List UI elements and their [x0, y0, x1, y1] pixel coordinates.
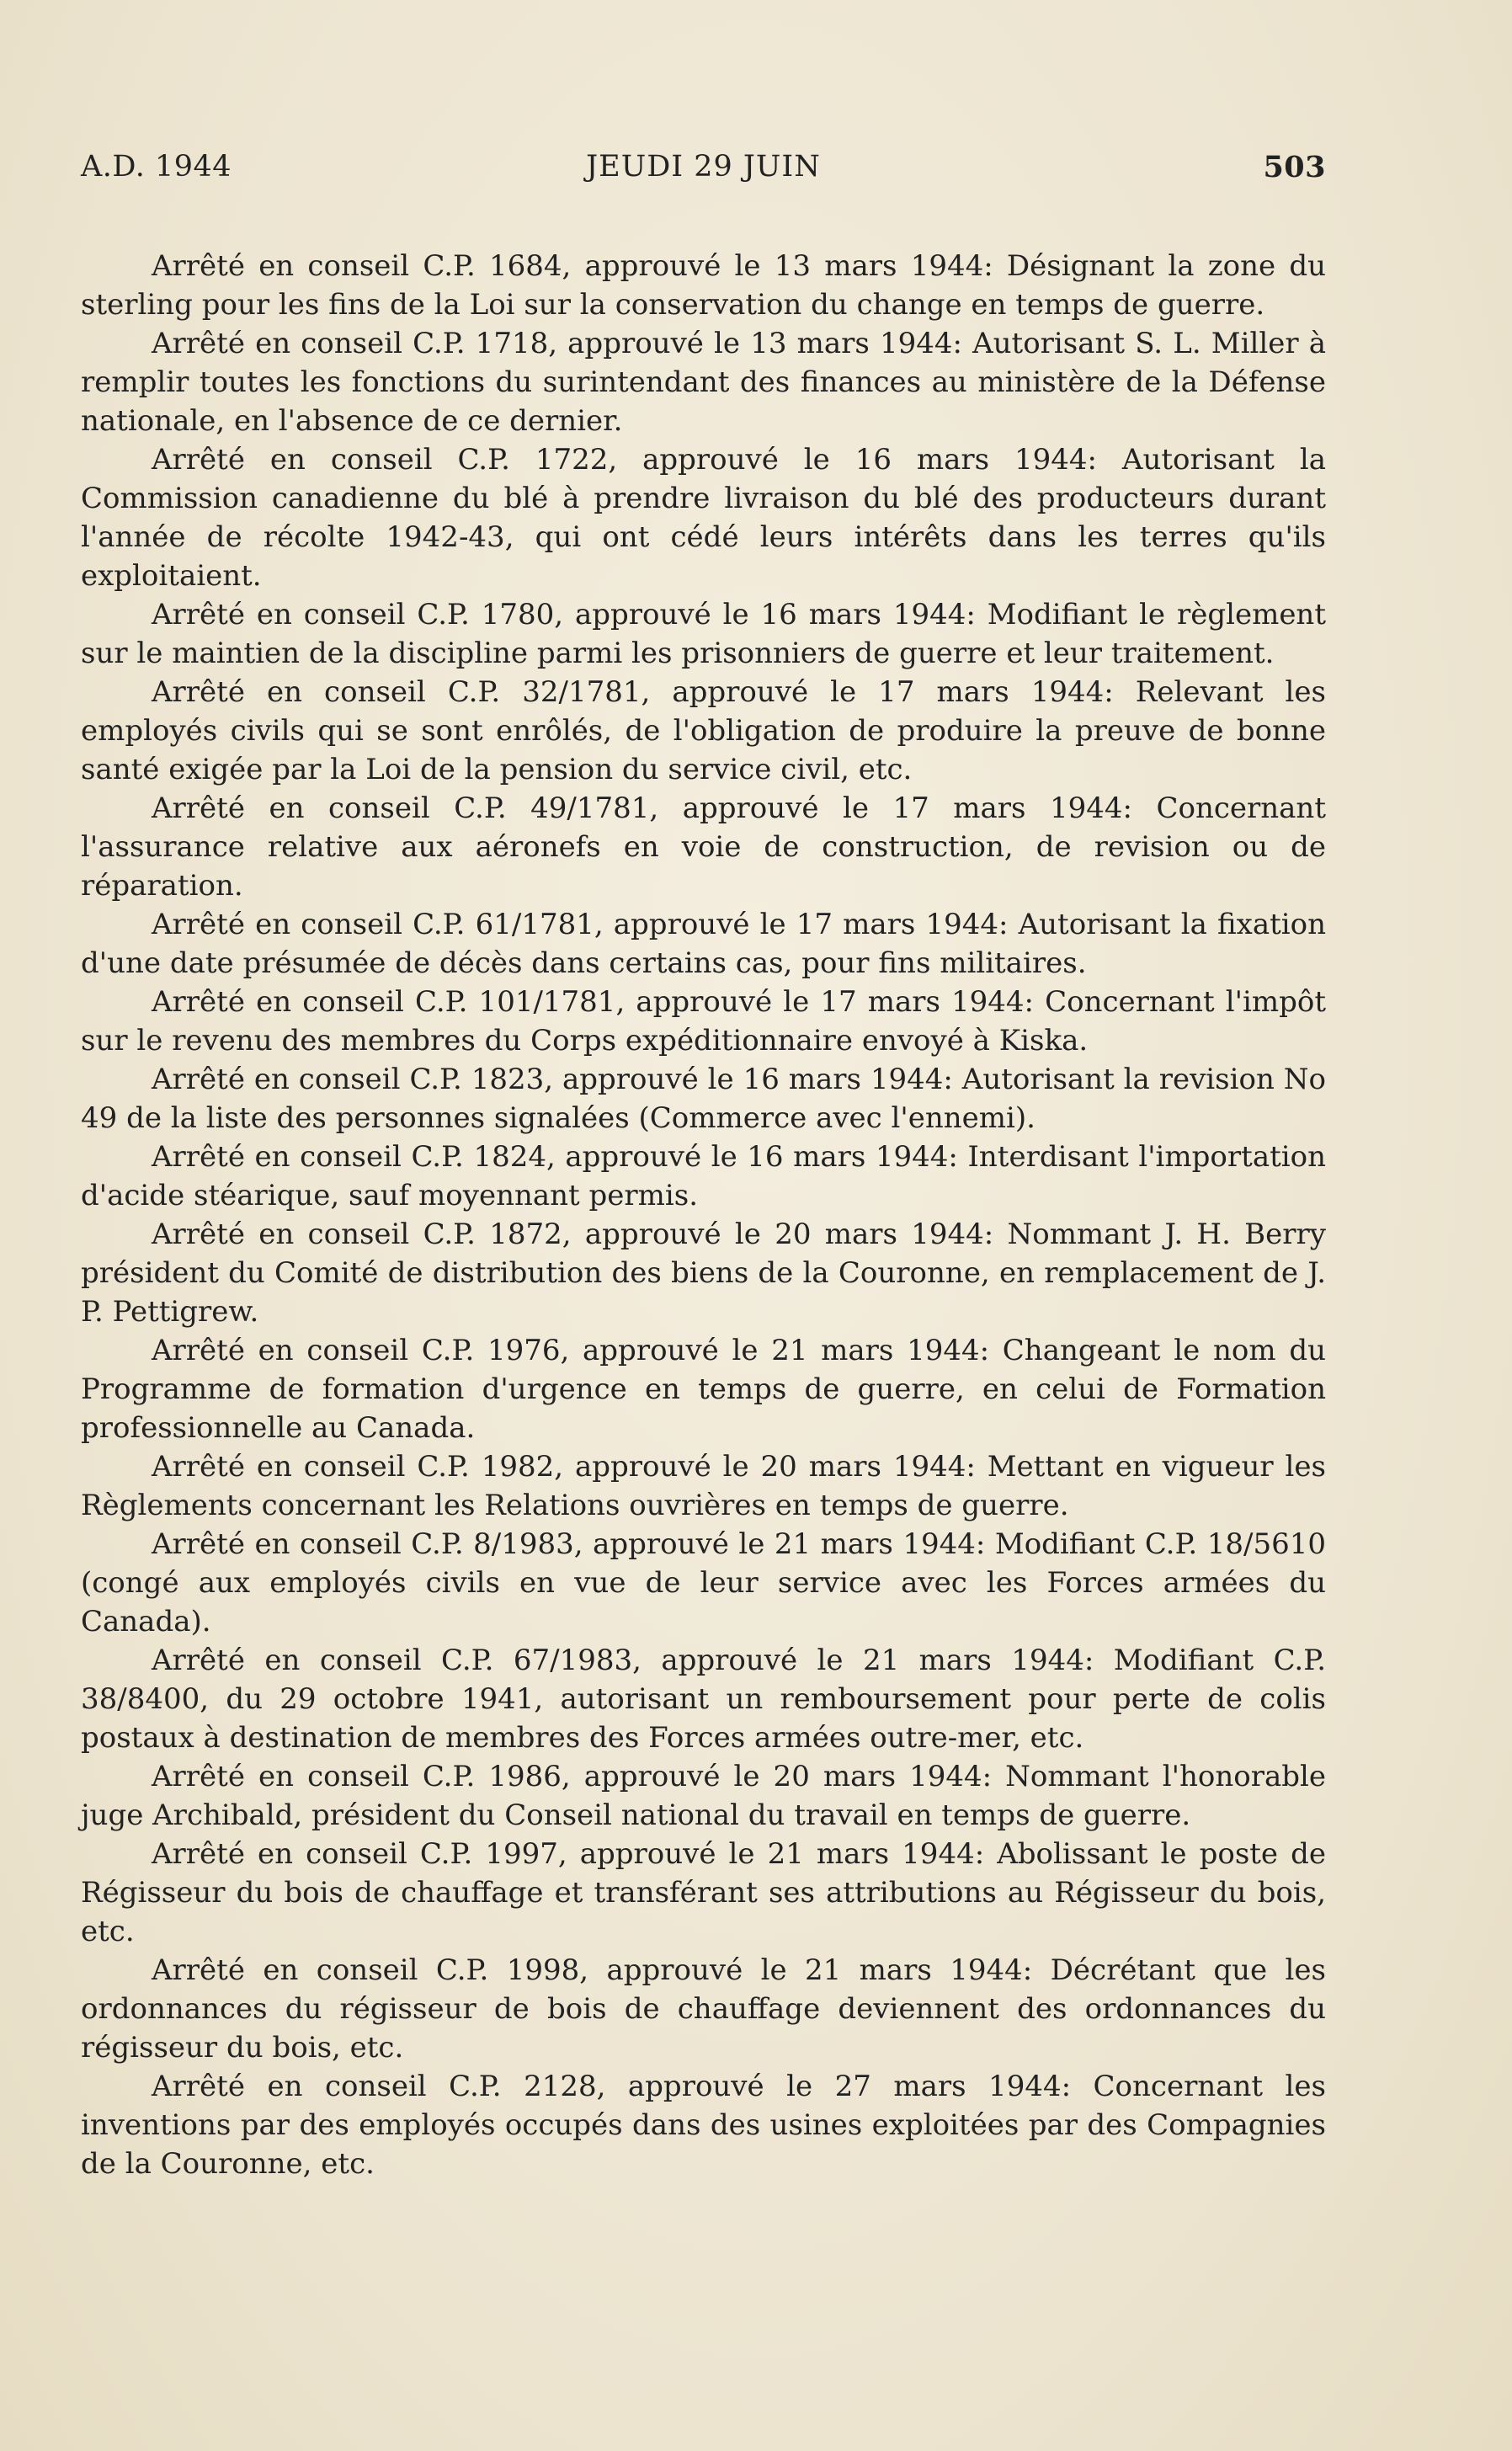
- order-entry: Arrêté en conseil C.P. 1998, approuvé le 21 mars 1944: Décrétant que les ordonnances du régisseur de bois de chauffage deviennent des ordonnances du régisseur du bois, etc.: [81, 1953, 1326, 2065]
- order-entry: Arrêté en conseil C.P. 61/1781, approuvé le 17 mars 1944: Autorisant la fixation d'une date présumée de décès dans certains cas, pour fins militaires.: [81, 908, 1326, 980]
- order-entry: Arrêté en conseil C.P. 1986, approuvé le 20 mars 1944: Nommant l'honorable juge Archibald, président du Conseil national du travail en temps de guerre.: [81, 1760, 1326, 1832]
- order-entry: Arrêté en conseil C.P. 1872, approuvé le 20 mars 1944: Nommant J. H. Berry président du Comité de distribution des biens de la Couronne, en remplacement de J. P. Pettigrew.: [81, 1218, 1326, 1329]
- order-entry: Arrêté en conseil C.P. 1824, approuvé le 16 mars 1944: Interdisant l'importation d'acide stéarique, sauf moyennant permis.: [81, 1140, 1326, 1212]
- order-entry: Arrêté en conseil C.P. 1982, approuvé le 20 mars 1944: Mettant en vigueur les Règlements concernant les Relations ouvrières en temps de guerre.: [81, 1450, 1326, 1522]
- order-entry: Arrêté en conseil C.P. 101/1781, approuvé le 17 mars 1944: Concernant l'impôt sur le revenu des membres du Corps expéditionnaire envoyé à Kiska.: [81, 985, 1326, 1058]
- page-number: 503: [1263, 150, 1326, 184]
- order-entry: Arrêté en conseil C.P. 32/1781, approuvé le 17 mars 1944: Relevant les employés civils qui se sont enrôlés, de l'obligation de produire la preuve de bonne santé exigée par la Loi de la pension du service civil, etc.: [81, 675, 1326, 786]
- order-entry: Arrêté en conseil C.P. 1976, approuvé le 21 mars 1944: Changeant le nom du Programme de formation d'urgence en temps de guerre, en celui de Formation professionnelle au Canada.: [81, 1334, 1326, 1445]
- order-entry: Arrêté en conseil C.P. 1718, approuvé le 13 mars 1944: Autorisant S. L. Miller à remplir toutes les fonctions du surintendant des finances au ministère de la Défense nationale, en l'absence de ce dernier.: [81, 327, 1326, 438]
- order-entry: Arrêté en conseil C.P. 1997, approuvé le 21 mars 1944: Abolissant le poste de Régisseur du bois de chauffage et transférant ses attributions au Régisseur du bois, etc.: [81, 1837, 1326, 1948]
- order-entry: Arrêté en conseil C.P. 1823, approuvé le 16 mars 1944: Autorisant la revision No 49 de la liste des personnes signalées (Commerce avec l'ennemi).: [81, 1063, 1326, 1135]
- order-entry: Arrêté en conseil C.P. 1722, approuvé le 16 mars 1944: Autorisant la Commission canadienne du blé à prendre livraison du blé des producteurs durant l'année de récolte 1942-43, qui ont cédé leurs intérêts dans les terres qu'ils exploitaient.: [81, 443, 1326, 593]
- running-head: [81, 150, 1326, 192]
- header-year: A.D. 1944: [81, 150, 232, 184]
- order-entry: Arrêté en conseil C.P. 8/1983, approuvé le 21 mars 1944: Modifiant C.P. 18/5610 (congé aux employés civils en vue de leur service avec les Forces armées du Canada).: [81, 1527, 1326, 1638]
- order-entry: Arrêté en conseil C.P. 2128, approuvé le 27 mars 1944: Concernant les inventions par des employés occupés dans des usines exploitées par des Compagnies de la Couronne, etc.: [81, 2070, 1326, 2181]
- header-date: JEUDI 29 JUIN: [586, 150, 821, 184]
- order-entry: Arrêté en conseil C.P. 1684, approuvé le 13 mars 1944: Désignant la zone du sterling pour les fins de la Loi sur la conservation du change en temps de guerre.: [81, 249, 1326, 322]
- order-entry: Arrêté en conseil C.P. 67/1983, approuvé le 21 mars 1944: Modifiant C.P. 38/8400, du 29 octobre 1941, autorisant un remboursement pour perte de colis postaux à destination de membres des Forces armées outre-mer, etc.: [81, 1644, 1326, 1755]
- order-entry: Arrêté en conseil C.P. 49/1781, approuvé le 17 mars 1944: Concernant l'assurance relative aux aéronefs en voie de construction, de revision ou de réparation.: [81, 791, 1326, 903]
- order-entry: Arrêté en conseil C.P. 1780, approuvé le 16 mars 1944: Modifiant le règlement sur le maintien de la discipline parmi les prisonniers de guerre et leur traitement.: [81, 598, 1326, 670]
- order-list: [81, 247, 1326, 2183]
